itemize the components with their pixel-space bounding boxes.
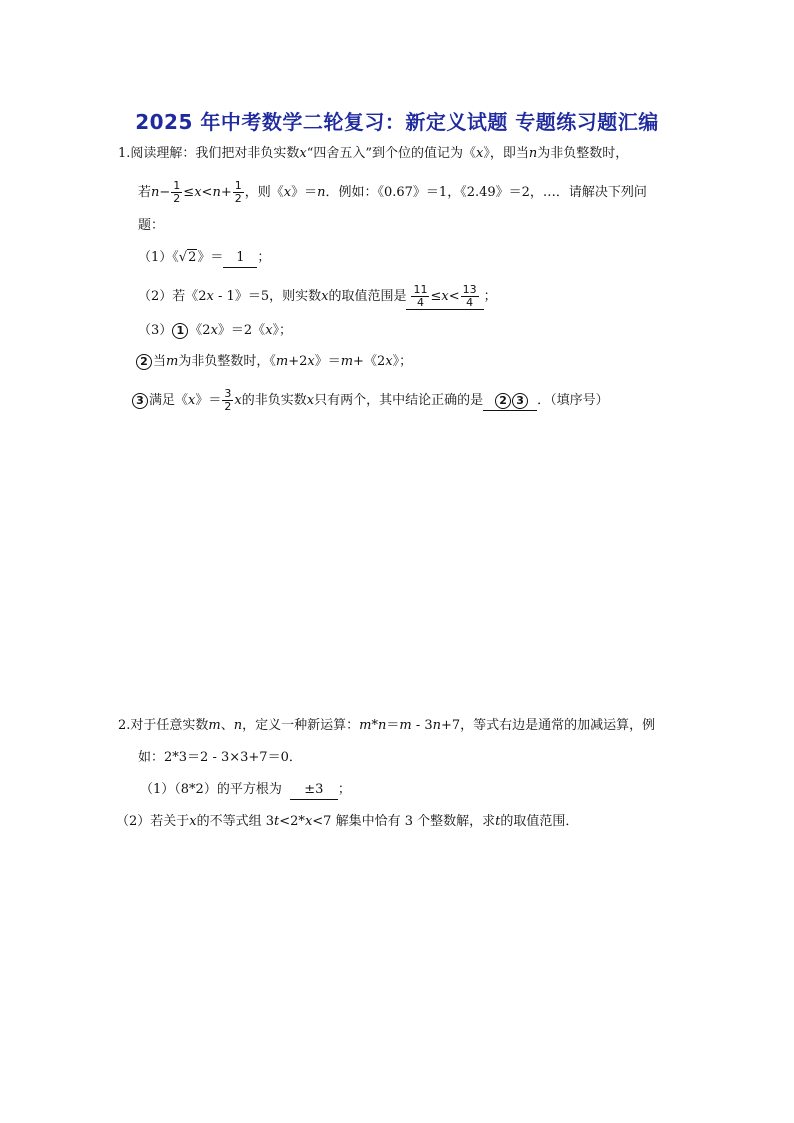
var-t: t [495,814,501,829]
frac-num: 13 [462,283,477,296]
q1-part2 [138,284,497,310]
var-n: n [212,185,221,200]
text: ，则《 [244,185,284,200]
var-x: x [476,146,484,161]
var-m: m [359,718,372,733]
text: +2 [288,354,308,369]
text: ； [337,782,351,797]
q2-part2 [116,812,578,832]
text: 、 [220,718,234,733]
var-n: n [317,185,326,200]
q1-part3-s3 [132,388,609,413]
text: （2）若关于 [116,814,190,829]
text: - 3 [411,718,433,733]
text: < [201,185,213,200]
text: * [371,718,378,733]
text: （2）若《2 [138,289,207,304]
q2-p1-answer: ±3 [290,781,338,800]
frac-num: 1 [234,179,242,192]
text: 》； [392,354,413,369]
var-x: x [210,323,218,338]
var-x: x [441,289,449,304]
var-m: m [399,718,412,733]
frac-num: 3 [224,387,232,400]
var-m: m [275,354,289,369]
text: ＝ [386,718,400,733]
var-n: n [233,718,243,733]
q1-p2-answer [406,284,483,310]
circled-number-2: 2 [136,354,152,370]
frac-den: 2 [234,192,242,205]
radicand: 2 [188,250,197,265]
var-x: x [265,323,273,338]
q2-example: 如：2*3＝2 - 3×3+7＝0． [138,750,302,765]
var-x: x [234,393,242,408]
var-m: m [208,718,221,733]
page-title: 2025 年中考数学二轮复习：新定义试题 专题练习题汇编 [135,110,659,134]
text: 》； [272,323,293,338]
q1-p1-answer: 1 [223,249,257,268]
var-t: t [274,814,280,829]
var-x: x [306,393,315,408]
text: ； [483,289,497,304]
text: 》＝2《 [217,323,266,338]
var-x: x [304,814,313,829]
text: 只有两个，其中结论正确的是 [314,393,484,408]
circled-number-3: 3 [512,393,528,409]
text: 2.对于任意实数 [118,718,209,733]
text: + [220,185,232,200]
var-x: x [321,289,329,304]
text: ．例如：《0.67》＝1，《2.49》＝2，…．请解决下列问 [325,185,647,200]
var-n: n [377,718,387,733]
text: ； [257,250,271,265]
frac-num: 1 [173,179,181,192]
text: 的非负实数 [241,393,307,408]
circled-number-2: 2 [495,393,511,409]
var-n: n [528,146,538,161]
frac-den: 4 [466,296,474,309]
circled-number-1: 1 [172,323,188,339]
text: < [448,289,460,304]
fraction-13-4 [461,284,479,309]
text: （1）《 [138,250,179,265]
text: 若 [138,185,152,200]
text: <2* [279,814,305,829]
var-x: x [307,354,315,369]
text: 》＝ [314,354,341,369]
text: +《2 [353,354,386,369]
var-x: x [206,289,214,304]
q1-part3-s1 [138,321,292,341]
text: 》＝ [197,250,224,265]
circled-number-3: 3 [132,393,148,409]
text: ，定义一种新运算： [242,718,360,733]
q2-intro [118,716,655,736]
var-n: n [432,718,441,733]
q1-tail: 题： [138,218,165,233]
text: 当 [153,354,167,369]
text: 的取值范围是 [328,289,407,304]
q1-intro [118,144,628,164]
fraction-half [171,180,182,205]
text: 《2 [189,323,211,338]
text: 》，即当 [483,146,529,161]
var-x: x [189,814,197,829]
q1-condition [138,180,647,205]
text: 的不等式组 3 [196,814,275,829]
text: ≤ [183,185,195,200]
var-m: m [166,354,179,369]
text: 》＝ [291,185,318,200]
frac-num: 11 [413,283,428,296]
var-m: m [340,354,354,369]
text: “四舍五入”到个位的值记为《 [306,146,477,161]
text: 满足《 [149,393,189,408]
var-x: x [188,393,196,408]
text: +7，等式右边是通常的加减运算，例 [441,718,656,733]
frac-den: 2 [224,400,232,413]
var-n: n [151,185,160,200]
var-x: x [283,185,292,200]
text: ≤ [430,289,442,304]
text: （1）（8*2）的平方根为 [140,782,282,797]
var-x: x [385,354,393,369]
frac-den: 4 [416,296,424,309]
q1-p3-answer [483,392,537,411]
text: 为非负整数时， [537,146,629,161]
text: 1.阅读理解：我们把对非负实数 [118,146,300,161]
fraction-11-4 [411,284,429,309]
fraction-3-2 [222,388,233,413]
q1-part1 [138,248,270,268]
text: ．（填序号） [537,393,609,408]
text: − [159,185,171,200]
text: （3） [138,323,173,338]
fraction-half [233,180,244,205]
text: 的取值范围． [500,814,579,829]
text: 》＝ [195,393,222,408]
q1-part3-s2 [136,352,412,372]
q2-part1 [140,780,351,800]
frac-den: 2 [173,192,181,205]
var-x: x [299,146,307,161]
sqrt-2: √2 [178,250,197,265]
text: 为非负整数时，《 [178,354,276,369]
var-x: x [194,185,202,200]
text: - 1》＝5，则实数 [213,289,322,304]
text: <7 解集中恰有 3 个整数解，求 [312,814,496,829]
